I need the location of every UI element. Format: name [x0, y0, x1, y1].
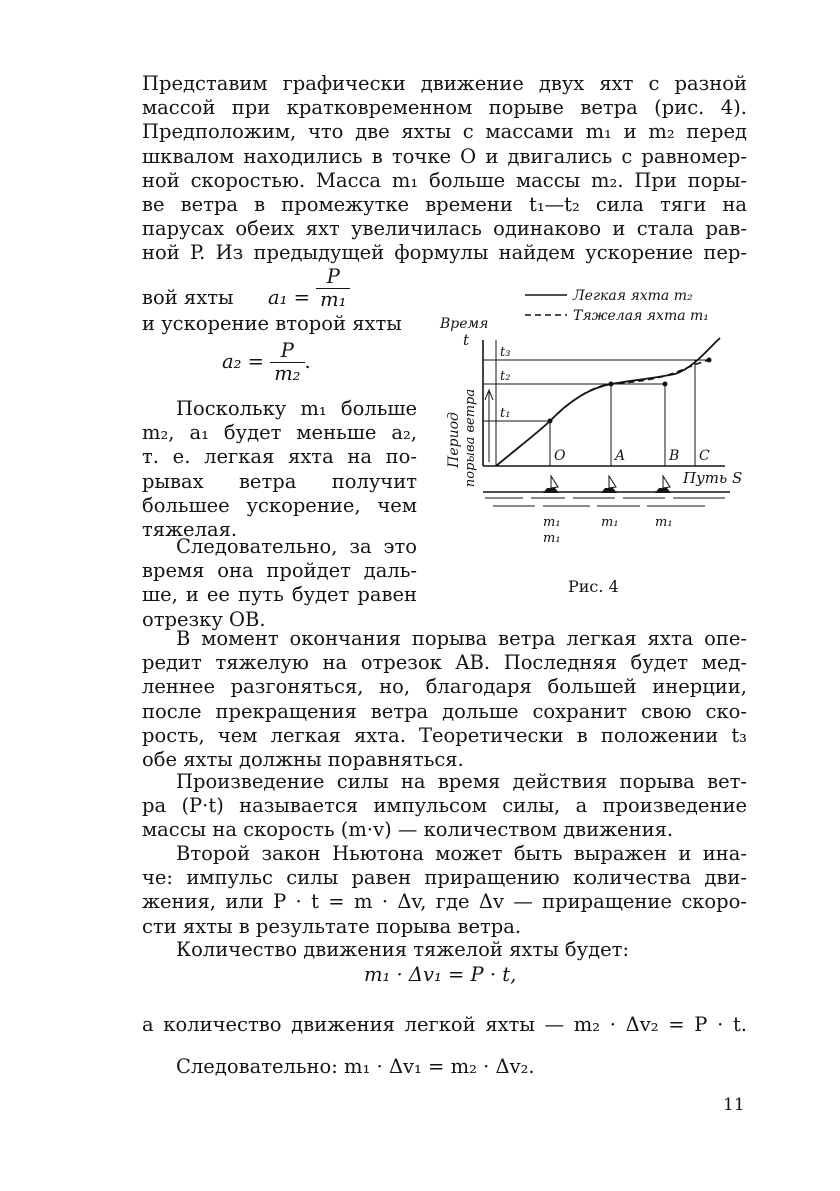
text-line: массой при кратковременном порыве ветра (рис. 4). [142, 96, 747, 120]
text-line: Представим графически движение двух яхт с разной [142, 72, 747, 95]
text-line: после прекращения ветра дольше сохранит свою ско- [142, 699, 747, 723]
t1-label: t₁ [500, 406, 511, 421]
period-label-1: Период [446, 412, 462, 468]
formula-a1-lhs: a₁ = [267, 286, 310, 309]
text-line: Предположим, что две яхты с массами m₁ и m₂ перед [142, 120, 747, 144]
mass-label: m₁ [655, 515, 673, 530]
text-line: ной P. Из предыдущей формулы найдем ускорение пер- [142, 241, 747, 265]
paragraph-3 [142, 535, 417, 632]
text-line: время она пройдет даль- [142, 559, 417, 583]
t3-label: t₃ [500, 345, 511, 360]
text-line: сти яхты в результате порыва ветра. [142, 914, 522, 938]
paragraph-7 [142, 938, 747, 962]
text-line: тяжелая. [142, 518, 238, 542]
text-line: массы на скорость (m·v) — количеством движения. [142, 818, 674, 842]
text-line: Следовательно, за это [176, 535, 417, 558]
point-b-label: B [669, 448, 680, 464]
text-line: В момент окончания порыва ветра легкая яхта опе- [176, 627, 747, 650]
x-axis-label: Путь S [683, 469, 743, 487]
figure-4 [425, 280, 755, 610]
text-line: ше, и ее путь будет равен [142, 583, 417, 607]
legend-heavy: Тяжелая яхта m₁ [573, 308, 709, 324]
formula-a1-lead: вой яхты [142, 286, 234, 309]
t2-label: t₂ [500, 369, 511, 384]
light-yacht-curve [496, 338, 720, 466]
paragraph-5 [142, 770, 747, 843]
point-b-dot [663, 382, 668, 387]
figure-caption: Рис. 4 [568, 577, 619, 596]
text-line: m₂, a₁ будет меньше a₂, [142, 421, 417, 445]
text-line: отрезку OB. [142, 607, 266, 631]
page-number: 11 [723, 1095, 745, 1115]
yacht-2 [601, 476, 617, 493]
formula-a2: a₂ = $\frac{P}{\text{m₂}}$ . [222, 339, 311, 385]
text-line: жения, или P · t = m · Δv, где Δv — приращение скоро- [142, 890, 747, 914]
fraction-a2 [270, 340, 304, 385]
text-line: рывах ветра получит [142, 469, 417, 493]
text-line: ве ветра в промежутке времени t₁—t₂ сила тяги на [142, 193, 747, 217]
yacht-3 [655, 476, 671, 493]
paragraph-6 [142, 842, 747, 939]
text-line: обе яхты должны поравняться. [142, 748, 464, 772]
yacht-1 [543, 476, 559, 493]
text-line: т. е. легкая яхта на по- [142, 445, 417, 469]
fraction-numerator: P [270, 340, 304, 363]
y-axis-label: Время [440, 316, 489, 332]
mass-label: m₁ [543, 531, 561, 546]
text-line: шквалом находились в точке O и двигались с равномер- [142, 144, 747, 168]
point-a-label: A [615, 448, 626, 464]
formula-light-momentum-line [142, 1013, 747, 1037]
point-c-label: C [699, 448, 710, 464]
text-line: Количество движения тяжелой яхты будет: [176, 938, 630, 961]
text-line: парусах обеих яхт увеличилась одинаково и стала рав- [142, 217, 747, 241]
text-line: че: импульс силы равен приращению количества дви- [142, 866, 747, 890]
fraction-numerator: P [316, 266, 350, 289]
text-line: Произведение силы на время действия порыва вет- [176, 770, 747, 793]
point-o-label: O [554, 448, 566, 464]
text-line: Поскольку m₁ больше [176, 397, 417, 420]
period-label-2: порыва ветра [463, 388, 478, 488]
text-line: а количество движения легкой яхты — m₂ · Δv₂ = P · t. [142, 1013, 747, 1036]
fraction-a1 [316, 266, 350, 311]
text-line: леннее разгоняться, но, благодаря большей инерции, [142, 675, 747, 699]
formula-a2-lhs: a₂ = [222, 350, 264, 373]
text-line: Второй закон Ньютона может быть выражен и ина- [176, 842, 747, 865]
paragraph-4 [142, 627, 747, 772]
a2-lead-line: и ускорение второй яхты [142, 312, 402, 335]
conclusion-line: Следовательно: m₁ · Δv₁ = m₂ · Δv₂. [176, 1055, 535, 1078]
fraction-denominator: m₂ [274, 362, 301, 385]
point-c-dot [707, 358, 712, 363]
paragraph-1 [142, 72, 747, 266]
legend-light: Легкая яхта m₂ [573, 288, 693, 304]
formula-heavy-momentum: m₁ · Δv₁ = P · t, [364, 963, 517, 986]
y-axis-symbol: t [463, 331, 470, 349]
point-a-dot [609, 382, 614, 387]
point-o-dot [548, 419, 553, 424]
paragraph-2 [142, 397, 417, 542]
text-line: редит тяжелую на отрезок AB. Последняя будет мед- [142, 651, 747, 675]
mass-label: m₁ [601, 515, 619, 530]
text-line: ра (P·t) называется импульсом силы, а произведение [142, 794, 747, 818]
mass-label: m₁ [543, 515, 561, 530]
text-line: рость, чем легкая яхта. Теоретически в положении t₃ [142, 723, 747, 747]
text-line: большее ускорение, чем [142, 493, 417, 517]
text-line: ной скоростью. Масса m₁ больше массы m₂. При поры- [142, 168, 747, 192]
fraction-denominator: m₁ [320, 288, 347, 311]
